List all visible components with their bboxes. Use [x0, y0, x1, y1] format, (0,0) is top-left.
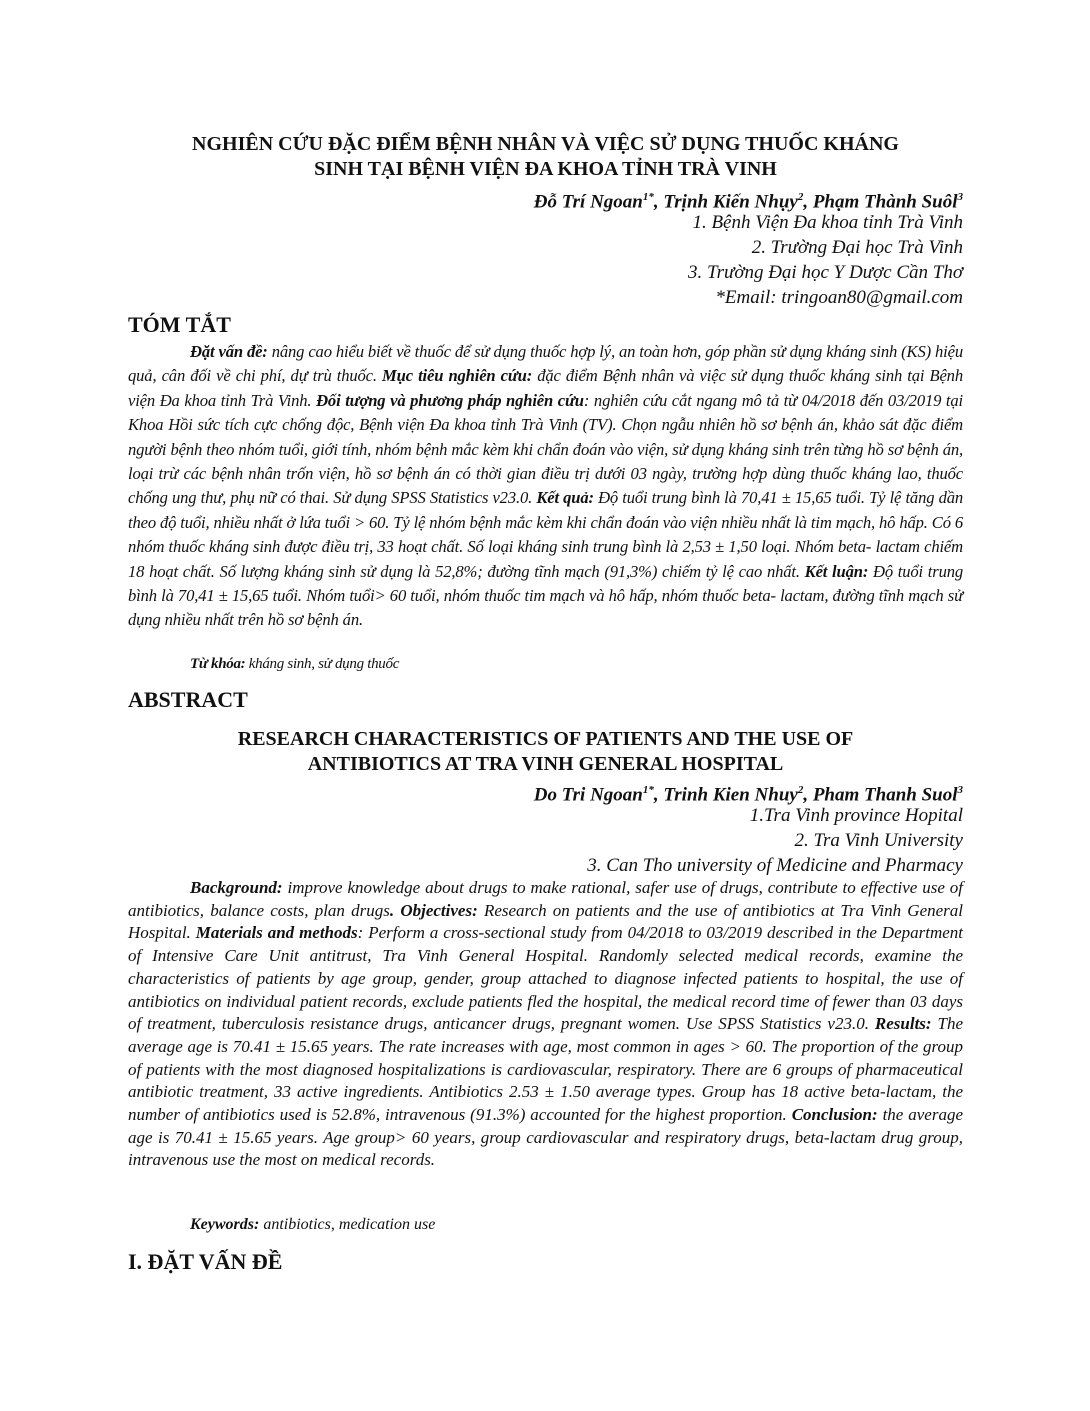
- english-abstract: [128, 877, 963, 1172]
- abstract-label: Background:: [190, 878, 283, 897]
- affiliation: 2. Tra Vinh University: [794, 830, 963, 851]
- abstract-label: Đặt vấn đề:: [190, 342, 268, 361]
- abstract-label: Đối tượng và phương pháp nghiên cứu: [316, 390, 584, 410]
- english-title: [128, 727, 963, 777]
- abstract-text: đặc điểm Bệnh nhân và việc sử dụng thuốc kháng sinh tại Bệnh viện Đa khoa tỉnh Trà Vinh.: [128, 366, 963, 410]
- abstract-label: Conclusion:: [791, 1105, 878, 1125]
- abstract-text: nâng cao hiểu biết về thuốc để sử dụng thuốc hợp lý, an toàn hơn, góp phần sử dụng kháng sinh (KS) hiệu quả, cân đối về chi phí, dự trù thuốc.: [128, 342, 963, 386]
- section-heading: I. ĐẶT VẤN ĐỀ: [128, 1249, 283, 1274]
- title-line: ANTIBIOTICS AT TRA VINH GENERAL HOSPITAL: [307, 753, 784, 775]
- author-affiliation-mark: 2: [797, 784, 804, 796]
- abstract-label: . Objectives:: [389, 900, 478, 920]
- author-name: Đỗ Trí Ngoan: [533, 191, 643, 213]
- author-affiliation-mark: 3: [957, 784, 963, 796]
- vietnamese-title: [128, 132, 963, 182]
- vietnamese-abstract: [128, 340, 963, 633]
- keywords-label: Keywords:: [190, 1216, 260, 1233]
- author-affiliation-mark: 3: [957, 191, 963, 203]
- vietnamese-keywords: [190, 656, 399, 673]
- affiliation: 3. Can Tho university of Medicine and Pharmacy: [587, 855, 963, 876]
- abstract-heading: ABSTRACT: [128, 687, 248, 712]
- abstract-label: Kết quả:: [536, 488, 594, 508]
- english-affiliations: [128, 803, 963, 878]
- abstract-text: The average age is 70.41 ± 15.65 years. The rate increases with age, most common in ages > 60. The proportion of the group of patients with the most diagnosed hospitalizations is cardiovascular, respiratory. There are 6 groups of pharmaceutical antibiotic treatment, 33 active ingredients. Antibiotics 2.53 ± 1.50 average types. Group has 18 active beta-lactam, the number of antibiotics used is 52.8%, intravenous (91.3%) accounted for the highest proportion.: [128, 1014, 964, 1125]
- keywords-text: antibiotics, medication use: [259, 1216, 436, 1233]
- author-affiliation-mark: 2: [797, 191, 804, 203]
- author-name: Phạm Thành Suôl: [812, 191, 958, 213]
- author-name: Do Tri Ngoan: [533, 784, 643, 806]
- abstract-text: Research on patients and the use of antibiotics at Tra Vinh General Hospital.: [128, 900, 964, 943]
- title-line: SINH TẠI BỆNH VIỆN ĐA KHOA TỈNH TRÀ VINH: [314, 158, 777, 180]
- author-affiliation-mark: 1*: [642, 191, 654, 203]
- abstract-label: Mục tiêu nghiên cứu:: [382, 366, 533, 386]
- affiliation: 3. Trường Đại học Y Dược Cần Thơ: [688, 262, 963, 283]
- tom-tat-heading: TÓM TẮT: [128, 312, 231, 337]
- affiliation: 1.Tra Vinh province Hopital: [749, 805, 963, 826]
- title-line: RESEARCH CHARACTERISTICS OF PATIENTS AND THE USE OF: [237, 728, 854, 750]
- abstract-text: the average age is 70.41 ± 15.65 years. Age group> 60 years, group cardiovascular and respiratory drugs, beta-lactam drug group, intravenous use the most on medical records.: [128, 1105, 963, 1170]
- title-line: NGHIÊN CỨU ĐẶC ĐIỂM BỆNH NHÂN VÀ VIỆC SỬ DỤNG THUỐC KHÁNG: [192, 133, 899, 155]
- english-authors: Do Tri Ngoan$^{1*}$, Trinh Kien Nhuy$^2$, Pham Thanh Suol$^3$: [533, 784, 963, 806]
- abstract-text: improve knowledge about drugs to make rational, safer use of drugs, contribute to effective use of antibiotics, balance costs, plan drugs: [128, 878, 963, 920]
- affiliation: 1. Bệnh Viện Đa khoa tỉnh Trà Vinh: [692, 212, 963, 233]
- email: *Email: tringoan80@gmail.com: [715, 287, 963, 308]
- author-name: Trịnh Kiến Nhụy: [663, 191, 798, 213]
- author-name: Trinh Kien Nhuy: [663, 784, 798, 806]
- abstract-text: Độ tuổi trung bình là 70,41 ± 15,65 tuổi. Nhóm tuổi> 60 tuổi, nhóm thuốc tim mạch và hô hấp, nhóm thuốc beta- lactam, đường tĩnh mạch sử dụng nhiều nhất trên hồ sơ bệnh án.: [128, 561, 964, 630]
- keywords-text: kháng sinh, sử dụng thuốc: [245, 656, 400, 672]
- author-name: Pham Thanh Suol: [812, 784, 958, 806]
- abstract-text: : Perform a cross-sectional study from 04/2018 to 03/2019 described in the Department of Intensive Care Unit antitrust, Tra Vinh General Hospital. Randomly selected medical records, examine the characteristics of patients by age group, gender, group attached to diagnose infected patients to hospital, the use of antibiotics on individual patient records, exclude patients fled the hospital, the medical record time of fewer than 03 days of treatment, tuberculosis resistance drugs, anticancer drugs, pregnant women. Use SPSS Statistics v23.0.: [128, 923, 964, 1034]
- abstract-text: : nghiên cứu cắt ngang mô tả từ 04/2018 đến 03/2019 tại Khoa Hồi sức tích cực chống độc, Bệnh viện Đa khoa tỉnh Trà Vinh (TV). Chọn ngẫu nhiên hồ sơ bệnh án, khảo sát đặc điểm người bệnh theo nhóm tuổi, giới tính, nhóm bệnh mắc kèm khi chẩn đoán vào viện, sử dụng kháng sinh trên từng hồ sơ bệnh án, loại trừ các bệnh nhân trốn viện, hồ sơ bệnh án có thời gian điều trị dưới 03 ngày, trường hợp dùng thuốc kháng lao, thuốc chống ung thư, phụ nữ có thai. Sử dụng SPSS Statistics v23.0.: [128, 390, 964, 508]
- abstract-label: Results:: [874, 1014, 932, 1034]
- vietnamese-affiliations: [128, 210, 963, 310]
- vietnamese-authors: Đỗ Trí Ngoan$^{1*}$, Trịnh Kiến Nhụy$^2$, Phạm Thành Suôl$^3$: [533, 191, 963, 213]
- abstract-label: Kết luận:: [804, 561, 869, 581]
- affiliation: 2. Trường Đại học Trà Vinh: [751, 237, 963, 258]
- abstract-label: Materials and methods: [195, 923, 358, 943]
- english-keywords: [190, 1216, 435, 1234]
- keywords-label: Từ khóa:: [190, 656, 246, 672]
- author-affiliation-mark: 1*: [642, 784, 654, 796]
- abstract-text: Độ tuổi trung bình là 70,41 ± 15,65 tuổi. Tỷ lệ tăng dần theo độ tuổi, nhiều nhất ở lứa tuổi > 60. Tỷ lệ nhóm bệnh mắc kèm khi chẩn đoán vào viện nhiều nhất là tim mạch, hô hấp. Có 6 nhóm thuốc kháng sinh được điều trị, 33 hoạt chất. Số loại kháng sinh trung bình là 2,53 ± 1,50 loại. Nhóm beta- lactam chiếm 18 hoạt chất. Số lượng kháng sinh sử dụng là 52,8%; đường tĩnh mạch (91,3%) chiếm tỷ lệ cao nhất.: [128, 488, 964, 581]
